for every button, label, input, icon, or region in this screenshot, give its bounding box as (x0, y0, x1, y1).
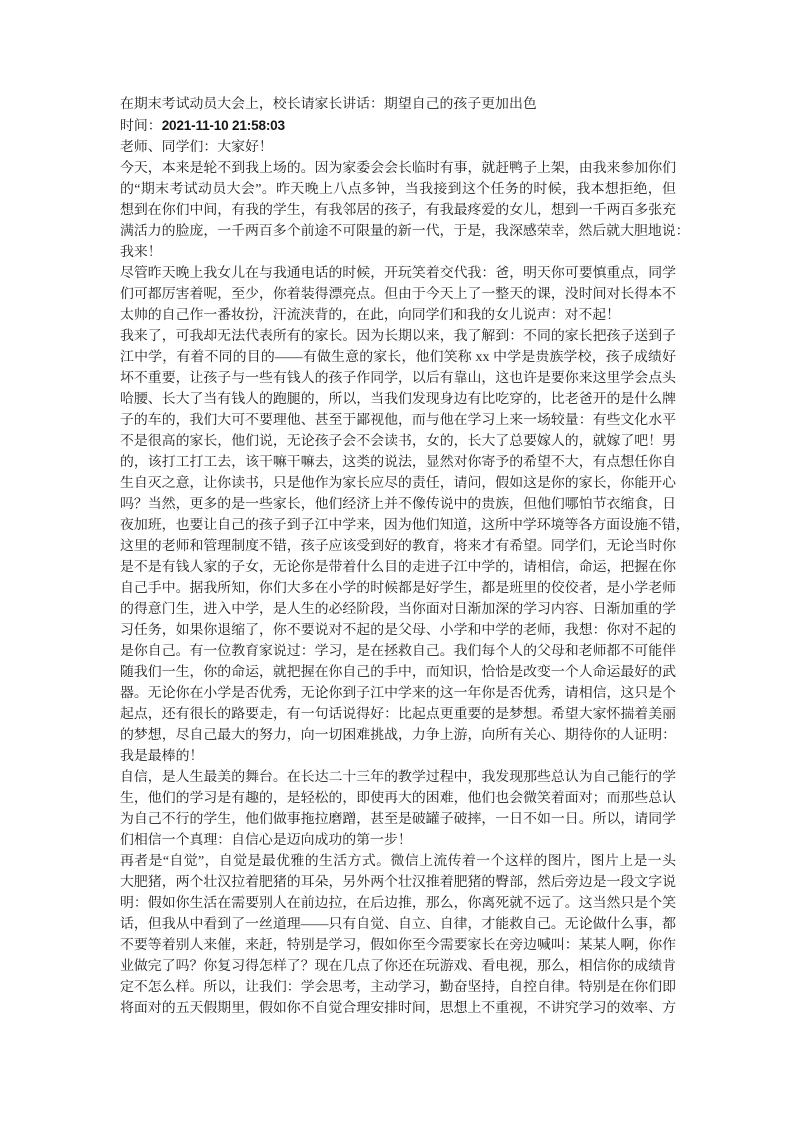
text-line: 满活力的脸庞，一千两百多个前途不可限量的新一代，于是，我深感荣幸，然后就大胆地说： (120, 224, 690, 239)
text-line: 这里的老师和管理制度不错，孩子应该受到好的教育，将来才有希望。同学们，无论当时你 (120, 539, 676, 554)
text-line: 们相信一个真理：自信心是迈向成功的第一步！ (120, 833, 412, 848)
text-line: 生自灭之意，让你读书，只是他作为家长应尽的责任，请问，假如这是你的家长，你能开心 (120, 476, 676, 491)
timestamp-value: 2021-11-10 21:58:03 (161, 118, 285, 133)
document-body (120, 137, 690, 1019)
text-line: 话，但我从中看到了一丝道理——只有自觉、自立、自律，才能救自己。无论做什么事，都 (120, 917, 676, 932)
text-line: 习任务，如果你退缩了，你不要说对不起的是父母、小学和中学的老师，我想：你对不起的 (120, 623, 676, 638)
document-title: 在期末考试动员大会上，校长请家长讲话：期望自己的孩子更加出色 (120, 97, 537, 112)
text-line: 自己手中。据我所知，你们大多在小学的时候都是好学生，都是班里的佼佼者，是小学老师 (120, 581, 676, 596)
paragraph (120, 263, 676, 326)
text-line: 不是很高的家长，他们说，无论孩子会不会读书，女的，长大了总要嫁人的，就嫁了吧！男 (120, 434, 676, 449)
text-line: 们可都厉害着呢，至少，你着装得漂亮点。但由于今天上了一整天的课，没时间对长得本不 (120, 287, 676, 302)
text-line: 的梦想，尽自己最大的努力，向一切困难挑战，力争上游，向所有关心、期待你的人证明： (120, 728, 676, 743)
text-line: 再者是“自觉”，自觉是最优雅的生活方式。微信上流传着一个这样的图片，图片上是一头 (120, 854, 676, 869)
text-line: 的“期末考试动员大会”。昨天晚上八点多钟，当我接到这个任务的时候，我本想拒绝，但 (120, 182, 676, 197)
text-line: 自信，是人生最美的舞台。在长达二十三年的教学过程中，我发现那些总认为自己能行的学 (120, 770, 676, 785)
text-line: 我来！ (120, 245, 162, 260)
text-line: 的得意门生，进入中学，是人生的必经阶段，当你面对日渐加深的学习内容、日渐加重的学 (120, 602, 676, 617)
text-line: 将面对的五天假期里，假如你不自觉合理安排时间，思想上不重视，不讲究学习的效率、方 (120, 1001, 676, 1016)
text-line: 器。无论你在小学是否优秀，无论你到子江中学来的这一年你是否优秀，请相信，这只是个 (120, 686, 676, 701)
text-line: 太帅的自己作一番妆扮，汗流浃背的，在此，向同学们和我的女儿说声：对不起！ (120, 308, 621, 323)
text-line: 业做完了吗？你复习得怎样了？现在几点了你还在玩游戏、看电视，那么，相信你的成绩肯 (120, 959, 676, 974)
text-line: 随我们一生，你的命运，就把握在你自己的手中，而知识，恰恰是改变一个人命运最好的武 (120, 665, 676, 680)
paragraph (120, 851, 676, 1019)
text-line: 明：假如你生活在需要别人在前边拉，在后边推，那么，你离死就不远了。这当然只是个笑 (120, 896, 676, 911)
text-line: 吗？当然，更多的是一些家长，他们经济上并不像传说中的贵族，但他们哪怕节衣缩食，日 (120, 497, 676, 512)
text-line: 定不怎么样。所以，让我们：学会思考，主动学习，勤奋坚持，自控自律。特别是在你们即 (120, 980, 676, 995)
text-line: 生，他们的学习是有趣的，是轻松的，即使再大的困难，他们也会微笑着面对；而那些总认 (120, 791, 676, 806)
paragraph (120, 767, 676, 851)
text-line: 老师、同学们：大家好！ (120, 140, 273, 155)
text-line: 坏不重要，让孩子与一些有钱人的孩子作同学，以后有靠山，这也许是要你来这里学会点头 (120, 371, 676, 386)
text-line: 哈腰、长大了当有钱人的跑腿的，所以，当我们发现身边有比吃穿的，比老爸开的是什么牌 (120, 392, 676, 407)
text-line: 大肥猪，两个壮汉拉着肥猪的耳朵，另外两个壮汉推着肥猪的臀部，然后旁边是一段文字说 (120, 875, 676, 890)
text-line: 是你自己。有一位教育家说过：学习，是在拯救自己。我们每个人的父母和老师都不可能伴 (120, 644, 676, 659)
document-text (120, 94, 690, 1019)
text-line: 子的车的，我们大可不要理他、甚至于鄙视他，而与他在学习上来一场较量：有些文化水平 (120, 413, 676, 428)
text-line: 江中学，有着不同的目的——有做生意的家长，他们笑称 xx 中学是贵族学校，孩子成绩好 (120, 350, 676, 365)
text-line: 我来了，可我却无法代表所有的家长。因为长期以来，我了解到：不同的家长把孩子送到子 (120, 329, 676, 344)
text-line: 是不是有钱人家的子女，无论你是带着什么目的走进子江中学的，请相信，命运，把握在你 (120, 560, 676, 575)
paragraph (120, 158, 690, 263)
text-line: 不要等着别人来催，来赶，特别是学习，假如你至今需要家长在旁边喊叫：某某人啊，你作 (120, 938, 676, 953)
text-line: 的，该打工打工去，该干嘛干嘛去，这类的说法，显然对你寄予的希望不大，有点想任你自 (120, 455, 676, 470)
paragraph (120, 326, 690, 767)
text-line: 为自己不行的学生，他们做事拖拉磨蹭，甚至是破罐子破摔，一日不如一日。所以，请同学 (120, 812, 676, 827)
paragraph (120, 137, 676, 158)
text-line: 夜加班，也要让自己的孩子到子江中学来，因为他们知道，这所中学环境等各方面设施不错， (120, 518, 690, 533)
text-line: 起点，还有很长的路要走，有一句话说得好：比起点更重要的是梦想。希望大家怀揣着美丽 (120, 707, 676, 722)
text-line: 想到在你们中间，有我的学生，有我邻居的孩子，有我最疼爱的女儿，想到一千两百多张充 (120, 203, 676, 218)
text-line: 我是最棒的！ (120, 749, 204, 764)
text-line: 今天，本来是轮不到我上场的。因为家委会会长临时有事，就赶鸭子上架，由我来参加你们 (120, 161, 676, 176)
timestamp-line (120, 115, 676, 137)
timestamp-label: 时间： (120, 119, 162, 134)
text-line: 尽管昨天晚上我女儿在与我通电话的时候，开玩笑着交代我：爸，明天你可要慎重点，同学 (120, 266, 676, 281)
